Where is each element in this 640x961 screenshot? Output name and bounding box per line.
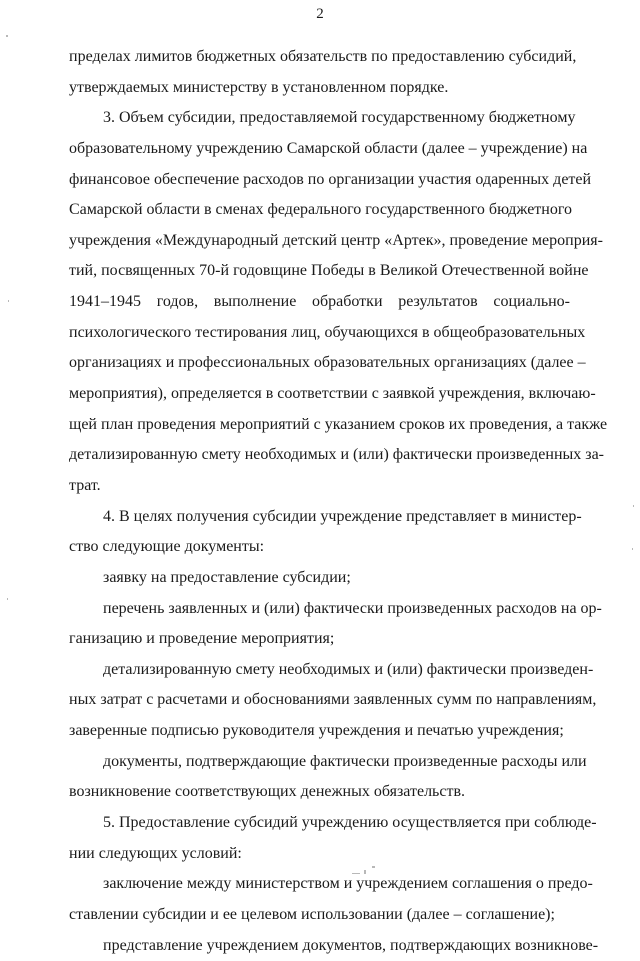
text-line: детализированную смету необходимых и (или) фактически произведен- — [103, 660, 594, 678]
text-line: тий, посвященных 70-й годовщине Победы в Великой Отечественной войне — [69, 262, 589, 280]
text-line: 5. Предоставление субсидий учреждению осуществляется при соблюде- — [103, 814, 597, 832]
text-line: ганизацию и проведение мероприятия; — [69, 630, 335, 648]
text-line: возникновение соответствующих денежных обязательств. — [69, 783, 465, 801]
scan-speck — [364, 870, 366, 874]
text-line: утверждаемых министерству в установленном порядке. — [69, 78, 449, 96]
text-line: представление учреждением документов, подтверждающих возникнове- — [103, 936, 599, 954]
text-line: 1941–1945 годов, выполнение обработки результатов социально- — [69, 293, 570, 311]
body-text — [69, 42, 608, 961]
text-line: документы, подтверждающие фактически произведенные расходы или — [103, 752, 587, 770]
scan-speck — [6, 35, 8, 37]
text-line: финансовое обеспечение расходов по организации участия одаренных детей — [69, 170, 592, 188]
text-line: ных затрат с расчетами и обоснованиями заявленных сумм по направлениям, — [69, 691, 597, 709]
text-line: заявку на предоставление субсидии; — [103, 568, 351, 586]
text-line: ставлении субсидии и ее целевом использовании (далее – соглашение); — [69, 905, 555, 923]
text-line: учреждения «Международный детский центр «Артек», проведение мероприя- — [69, 231, 603, 249]
text-line: мероприятия), определяется в соответствии с заявкой учреждения, включаю- — [69, 385, 596, 403]
text-line: психологического тестирования лиц, обучающихся в общеобразовательных — [69, 323, 586, 341]
text-line: организациях и профессиональных образовательных организациях (далее – — [69, 354, 586, 372]
scan-speck — [8, 300, 9, 302]
scan-speck — [633, 505, 634, 507]
scan-speck — [352, 873, 360, 874]
page-number: 2 — [316, 6, 324, 22]
text-line: пределах лимитов бюджетных обязательств по предоставлению субсидий, — [69, 48, 577, 65]
text-line: ство следующие документы: — [69, 538, 265, 556]
text-line: перечень заявленных и (или) фактически произведенных расходов на ор- — [103, 599, 602, 617]
scan-speck — [632, 548, 633, 550]
text-line: образовательному учреждению Самарской области (далее – учреждение) на — [69, 139, 588, 157]
text-line: 3. Объем субсидии, предоставляемой государственному бюджетному — [103, 109, 576, 127]
text-line: заверенные подписью руководителя учреждения и печатью учреждения; — [69, 722, 564, 740]
text-line: нии следующих условий: — [69, 844, 242, 862]
scan-speck — [7, 598, 8, 600]
text-line: щей план проведения мероприятий с указанием сроков их проведения, а также — [69, 415, 608, 433]
text-line: 4. В целях получения субсидии учреждение представляет в министер- — [103, 507, 582, 525]
text-line: заключение между министерством и учреждением соглашения о предо- — [103, 875, 593, 893]
scan-speck — [372, 866, 375, 868]
text-line: детализированную смету необходимых и (или) фактически произведенных за- — [69, 446, 604, 464]
text-line: трат. — [69, 476, 101, 494]
text-line: Самарской области в сменах федерального государственного бюджетного — [69, 201, 573, 219]
